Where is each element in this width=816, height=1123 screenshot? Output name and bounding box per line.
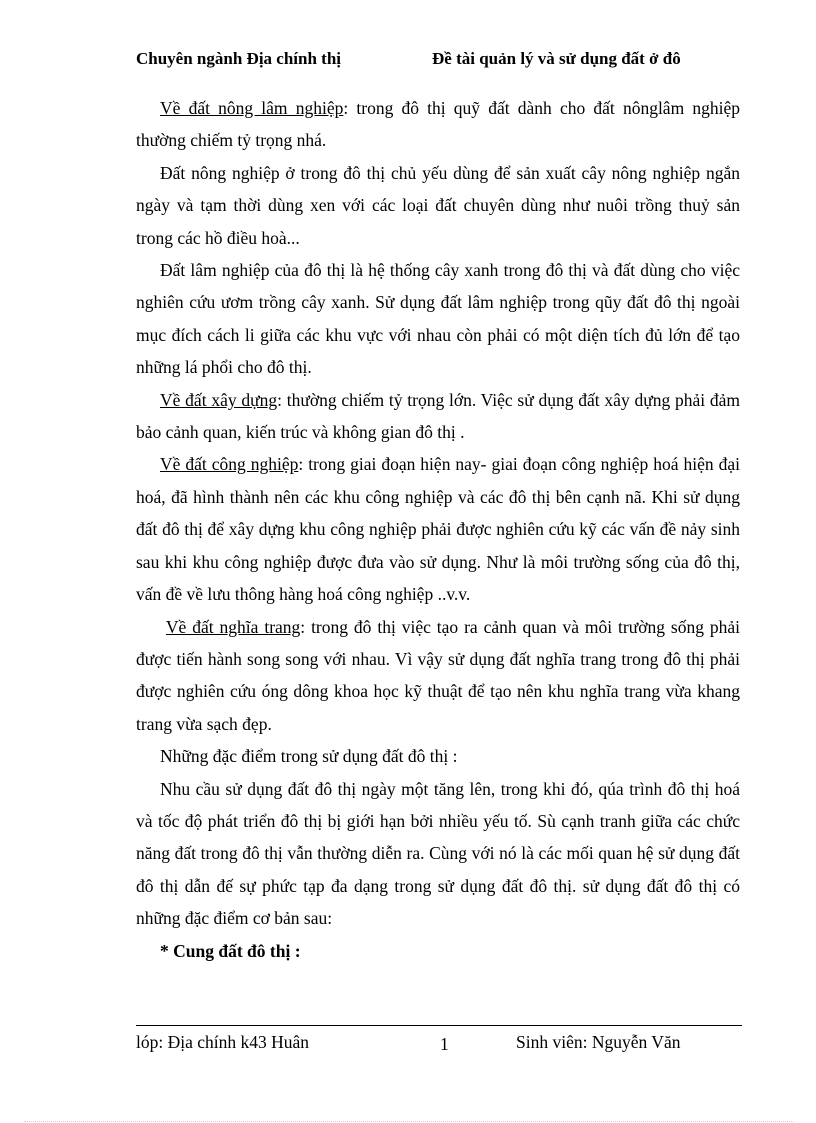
paragraph-cemetery-land (136, 611, 740, 741)
paragraph-construction-land (136, 384, 740, 449)
page-boundary-line (24, 1121, 794, 1122)
section-heading-construction: Về đất xây dựng (160, 389, 278, 410)
paragraph-text: : thường chiếm tỷ trọng lớn. Việc sử dụng đất xây dựng phải đảm bảo cảnh quan, kiến trúc và không gian đô thị . (136, 389, 740, 443)
footer-divider (136, 1025, 742, 1026)
subheading-urban-land-supply: * Cung đất đô thị : (160, 940, 301, 961)
paragraph-agriculture: Đất nông nghiệp ở trong đô thị chủ yếu dùng để sản xuất cây nông nghiệp ngắn ngày và tạm thời dùng xen với các loại đất chuyên dùng như nuôi trồng thuỷ sản trong các hồ điều hoà... (136, 162, 740, 248)
paragraph-agri-forestry-land (136, 92, 740, 157)
section-heading-agri-forestry: Về đất nông lâm nghiệp (160, 98, 344, 118)
paragraph-land-demand: Nhu cầu sử dụng đất đô thị ngày một tăng lên, trong khi đó, qúa trình đô thị hoá và tốc độ phát triển đô thị bị giới hạn bởi nhiều yếu tố. Sù cạnh tranh giữa các chức năng đất trong đô thị vẫn thường diễn ra. Cùng với nó là các mối quan hệ sử dụng đất đô thị dẫn đế sự phức tạp đa dạng trong sử dụng đất đô thị. sử dụng đất đô thị có những đặc điểm cơ bản sau: (136, 778, 740, 929)
paragraph-text: : trong giai đoạn hiện nay- giai đoạn công nghiệp hoá hiện đại hoá, đã hình thành nên các khu công nghiệp và các đô thị bên cạnh nã. Khi sử dụng đất đô thị để xây dựng khu công nghiệp phải được nghiên cứu kỹ các vấn đề nảy sinh sau khi khu công nghiệp được đưa vào sử dụng. Như là môi trường sống của đô thị, vấn đề về lưu thông hàng hoá công nghiệp ..v.v. (136, 454, 741, 605)
paragraph-forestry: Đất lâm nghiệp của đô thị là hệ thống cây xanh trong đô thị và đất dùng cho việc nghiên cứu ươm trồng cây xanh. Sử dụng đất lâm nghiệp trong qũy đất đô thị ngoài mục đích cách li giữa các khu vực với nhau còn phải có một diện tích đủ lớn để tạo những lá phổi cho đô thị. (136, 260, 740, 378)
paragraph-text: : trong đô thị việc tạo ra cảnh quan và môi trường sống phải được tiến hành song song với nhau. Vì vậy sử dụng đất nghĩa trang trong đô thị phải được nghiên cứu óng dông khoa học kỹ thuật để tạo nên khu nghĩa trang vừa khang trang vừa sạch đẹp. (136, 616, 741, 734)
header-topic: Đề tài quản lý và sử dụng đất ở đô (432, 49, 681, 68)
header-specialty: Chuyên ngành Địa chính thị (136, 49, 342, 68)
footer-class: lóp: Địa chính k43 Huân (136, 1032, 310, 1052)
paragraph-text: : trong đô thị quỹ đất dành cho đất nônglâm nghiệp thường chiếm tỷ trọng nhá. (136, 98, 740, 151)
footer-student: Sinh viên: Nguyễn Văn (516, 1032, 681, 1052)
section-heading-cemetery: Về đất nghĩa trang (165, 616, 301, 637)
section-heading-industrial: Về đất công nghiệp (160, 454, 299, 475)
page-number: 1 (440, 1034, 449, 1054)
paragraph-features-intro: Những đặc điểm trong sử dụng đất đô thị : (160, 746, 458, 767)
document-body (136, 92, 740, 967)
paragraph-industrial-land (136, 448, 740, 610)
